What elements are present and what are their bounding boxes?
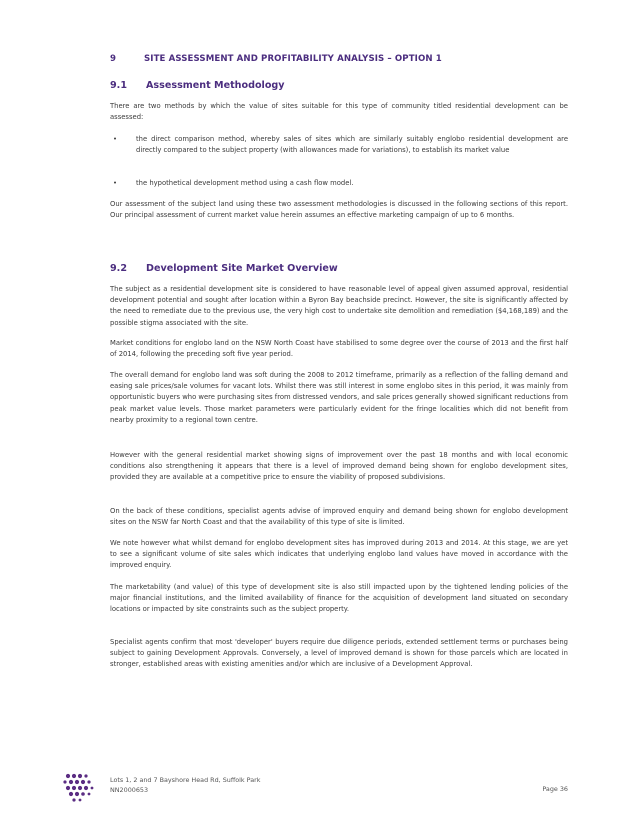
paragraph: The marketability (and value) of this type of development site is also still impacted upon by the tightened lending policies of the major financial institutions, and the limited availability of finance for the acquisition of development land situated on secondary locations or impacted by site constraints such as the subject property. [110,583,568,614]
subsection-title: Assessment Methodology [146,80,285,91]
subsection-number: 9.2 [110,263,127,274]
list-item [110,134,568,156]
subsection-heading-methodology [110,80,580,91]
bullet-icon: • [113,135,118,143]
subsection-heading-market-overview [110,263,580,274]
list-item-text: the hypothetical development method using a cash flow model. [136,179,354,187]
paragraph: The overall demand for englobo land was soft during the 2008 to 2012 timeframe, primarily as a reflection of the falling demand and easing sale prices/sale volumes for vacant lots. Whilst there was still interest in some englobo sites in this period, it was mainly from opportunistic buyers who were purchasing sites from distressed vendors, and sale prices generally showed significant reductions from peak market value levels. Those market parameters were particularly evident for the fringe localities which did not benefit from nearby proximity to a regional town centre. [110,371,569,424]
section-title: SITE ASSESSMENT AND PROFITABILITY ANALYSIS – OPTION 1 [144,54,442,64]
section-heading [110,54,580,64]
paragraph: Market conditions for englobo land on the NSW North Coast have stabilised to some degree over the course of 2013 and the first half of 2014, following the preceding soft five year period. [110,339,568,359]
paragraph: Specialist agents confirm that most 'developer' buyers require due diligence periods, extended settlement terms or purchases being subject to gaining Development Approvals. Conversely, a level of improved demand is shown for those parcels which are located in stronger, established areas with existing amenities and/or which are inclusive of a Development Approval. [110,638,568,669]
list-item [110,178,568,189]
methodology-intro: There are two methods by which the value of sites suitable for this type of community titled residential development can be assessed: [110,102,568,122]
footer-reference: NN2000653 [110,786,149,794]
section-number: 9 [110,54,117,64]
footer-address [110,775,260,795]
paragraph: On the back of these conditions, specialist agents advise of improved enquiry and demand being shown for englobo development sites on the NSW far North Coast and that the availability of this type of site is limited. [110,507,568,527]
paragraph: The subject as a residential development site is considered to have reasonable level of appeal given assumed approval, residential development potential and sought after location within a Byron Bay beachside precinct. However, the site is significantly affected by the need to remediate due to the previous use, the very high cost to undertake site demolition and remediation ($4,168,189) and the possible stigma associated with the site. [110,285,568,327]
subsection-title: Development Site Market Overview [146,263,338,274]
paragraph: However with the general residential market showing signs of improvement over the past 18 months and with local economic conditions also strengthening it appears that there is a level of improved demand being shown for englobo development sites, provided they are available at a competitive price to ensure the viability of proposed subdivisions. [110,451,568,482]
page-number: Page 36 [542,785,568,793]
paragraph: We note however what whilst demand for englobo development sites has improved during 2013 and 2014. At this stage, we are yet to see a significant volume of site sales which indicates that underlying englobo land values have moved in accordance with the improved enquiry. [110,539,568,570]
footer-property-address: Lots 1, 2 and 7 Bayshore Head Rd, Suffolk Park [110,776,261,784]
methodology-closing: Our assessment of the subject land using these two assessment methodologies is discussed in the following sections of this report. Our principal assessment of current market value herein assumes an effective marketing campaign of up to 6 months. [110,200,568,220]
list-item-text: the direct comparison method, whereby sales of sites which are similarly suitably englobo residential development are directly compared to the subject property (with allowances made for variations), to establish its market value [136,135,568,155]
company-logo-icon [62,771,98,803]
bullet-icon: • [113,179,118,187]
subsection-number: 9.1 [110,80,127,91]
